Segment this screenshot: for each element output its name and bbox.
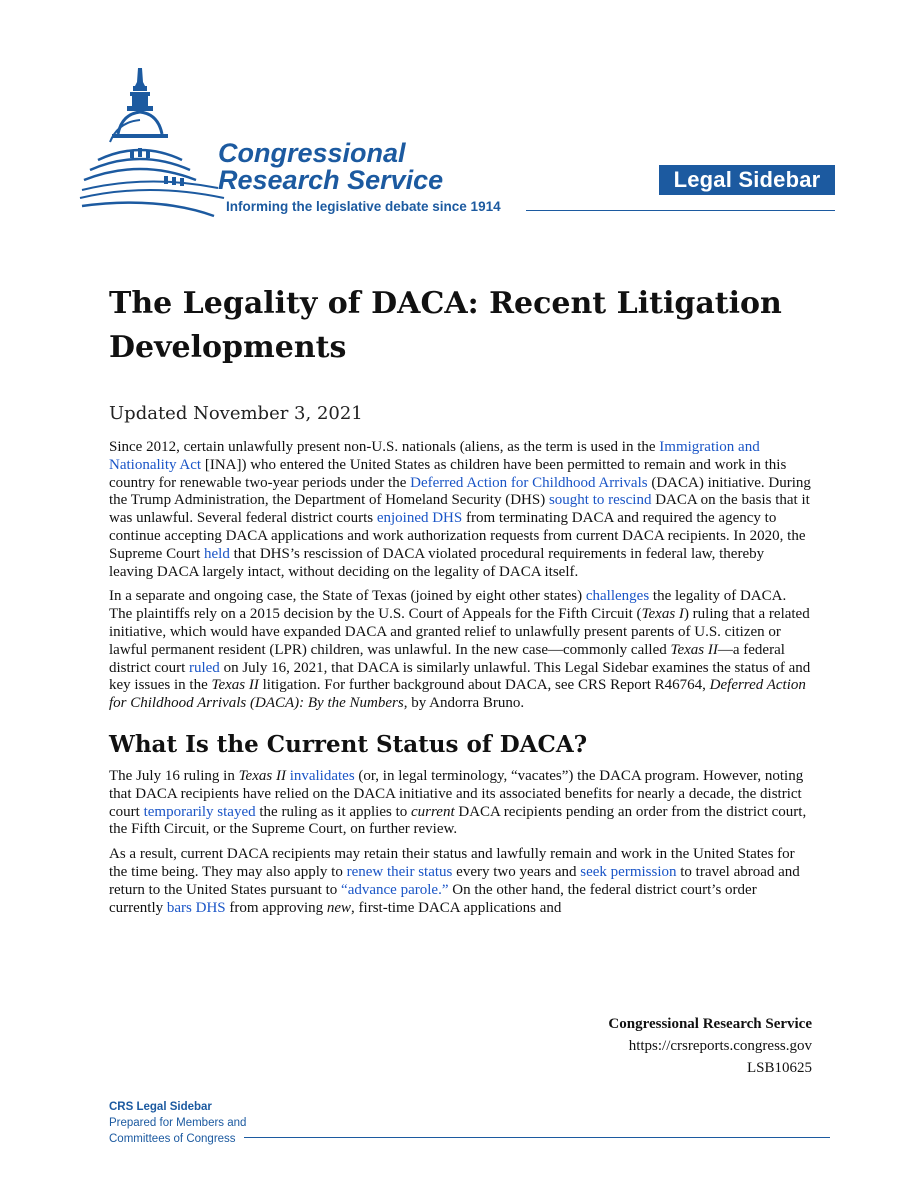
organization-name-line1: Congressional <box>218 138 406 168</box>
text: that DHS’s rescission of DACA violated procedural requirements in federal law, thereby leaving DACA largely intact, without deciding on the legality of DACA itself. <box>109 545 765 580</box>
text: from approving <box>225 899 327 916</box>
footer-report-code: LSB10625 <box>746 1060 812 1076</box>
link-enjoined-dhs[interactable]: enjoined DHS <box>376 510 463 527</box>
section-heading: What Is the Current Status of DACA? <box>109 730 588 758</box>
footer-url[interactable]: https://crsreports.congress.gov <box>628 1038 812 1054</box>
footer-series-line3: Committees of Congress <box>109 1133 236 1145</box>
italic-text: Texas II <box>238 767 286 784</box>
text: , first-time DACA applications and <box>351 899 562 916</box>
link-challenges[interactable]: challenges <box>585 588 650 605</box>
paragraph-3 <box>109 768 812 839</box>
link-bars-dhs[interactable]: bars DHS <box>166 899 226 916</box>
italic-text: Texas II <box>211 677 259 694</box>
header-divider <box>526 210 835 211</box>
link-temporarily-stayed[interactable]: temporarily stayed <box>143 803 256 820</box>
organization-name-line2: Research Service <box>218 165 444 195</box>
legal-sidebar-badge: Legal Sidebar <box>659 165 835 195</box>
link-daca[interactable]: Deferred Action for Childhood Arrivals <box>410 474 648 491</box>
italic-text: Texas II <box>670 641 718 658</box>
footer-citation <box>608 1013 812 1079</box>
text: DACA recipients pending an order from the district court, the Fifth Circuit, or the Supreme Court, on further review. <box>109 803 807 838</box>
link-ruled[interactable]: ruled <box>188 659 220 676</box>
link-sought-to-rescind[interactable]: sought to rescind <box>548 492 652 509</box>
text: ) ruling that a related initiative, which would have expanded DACA and granted relief to unlawfully present parents of U.S. citizen or lawful permanent resident (LPR) children, was unlawful. In the new case—commonly called <box>109 606 810 658</box>
paragraph-1 <box>109 439 812 581</box>
text: litigation. For further background about DACA, see CRS Report R46764, <box>258 677 710 694</box>
text: the ruling as it applies to <box>255 803 412 820</box>
paragraph-2 <box>109 588 812 713</box>
paragraph-4 <box>109 846 812 917</box>
text: from terminating DACA and required the agency to continue accepting DACA applications and work authorization requests from current DACA recipients. In 2020, the Supreme Court <box>109 510 806 562</box>
link-seek-permission[interactable]: seek permission <box>580 863 677 880</box>
italic-text: Texas I <box>641 606 684 623</box>
text: Since 2012, certain unlawfully present non-U.S. nationals (aliens, as the term is used in the <box>109 439 660 455</box>
link-invalidates[interactable]: invalidates <box>289 767 355 784</box>
link-advance-parole[interactable]: “advance parole.” <box>341 881 449 898</box>
text: The July 16 ruling in <box>109 767 239 784</box>
text: On the other hand, the federal district court’s order currently <box>109 881 757 916</box>
updated-date: Updated November 3, 2021 <box>109 403 363 424</box>
text: DACA on the basis that it was unlawful. Several federal district courts <box>109 492 810 527</box>
link-renew-their-status[interactable]: renew their status <box>346 863 453 880</box>
link-held[interactable]: held <box>204 545 230 562</box>
organization-tagline: Informing the legislative debate since 1914 <box>226 199 501 214</box>
footer-series <box>109 1099 246 1147</box>
italic-text: Deferred Action for Childhood Arrivals (DACA): By the Numbers <box>109 677 806 712</box>
footer-series-title: CRS Legal Sidebar <box>109 1101 212 1113</box>
article-body <box>109 439 812 924</box>
text: , by Andorra Bruno. <box>403 695 525 712</box>
text: As a result, current DACA recipients may retain their status and lawfully remain and work in the United States for the time being. They may also apply to <box>109 846 795 880</box>
text: the legality of DACA. The plaintiffs rely on a 2015 decision by the U.S. Court of Appeals for the Fifth Circuit ( <box>109 588 787 623</box>
page-title: The Legality of DACA: Recent Litigation Developments <box>109 286 782 365</box>
capitol-dome-icon <box>78 62 228 220</box>
link-immigration-nationality-act[interactable]: Immigration and Nationality Act <box>109 439 760 473</box>
italic-text: current <box>411 803 455 820</box>
text: —a federal district court <box>109 641 785 676</box>
text: to travel abroad and return to the United States pursuant to <box>109 863 800 898</box>
text: on July 16, 2021, that DACA is similarly unlawful. This Legal Sidebar examines the status of and key issues in the <box>109 659 811 694</box>
italic-text: new <box>326 899 352 916</box>
text: In a separate and ongoing case, the State of Texas (joined by eight other states) <box>109 588 586 605</box>
text: (DACA) initiative. During the Trump Administration, the Department of Homeland Security (DHS) <box>109 474 811 509</box>
footer-series-line2: Prepared for Members and <box>109 1117 247 1129</box>
text: (or, in legal terminology, “vacates”) the DACA program. However, noting that DACA recipients have relied on the DACA initiative and its associated benefits for nearly a decade, the district court <box>109 767 804 820</box>
text: [INA]) who entered the United States as children have been permitted to remain and work in this country for renewable two-year periods under the <box>109 456 787 491</box>
organization-name <box>218 140 443 194</box>
footer-divider <box>244 1137 830 1138</box>
text: every two years and <box>452 863 581 880</box>
footer-organization: Congressional Research Service <box>608 1016 812 1032</box>
